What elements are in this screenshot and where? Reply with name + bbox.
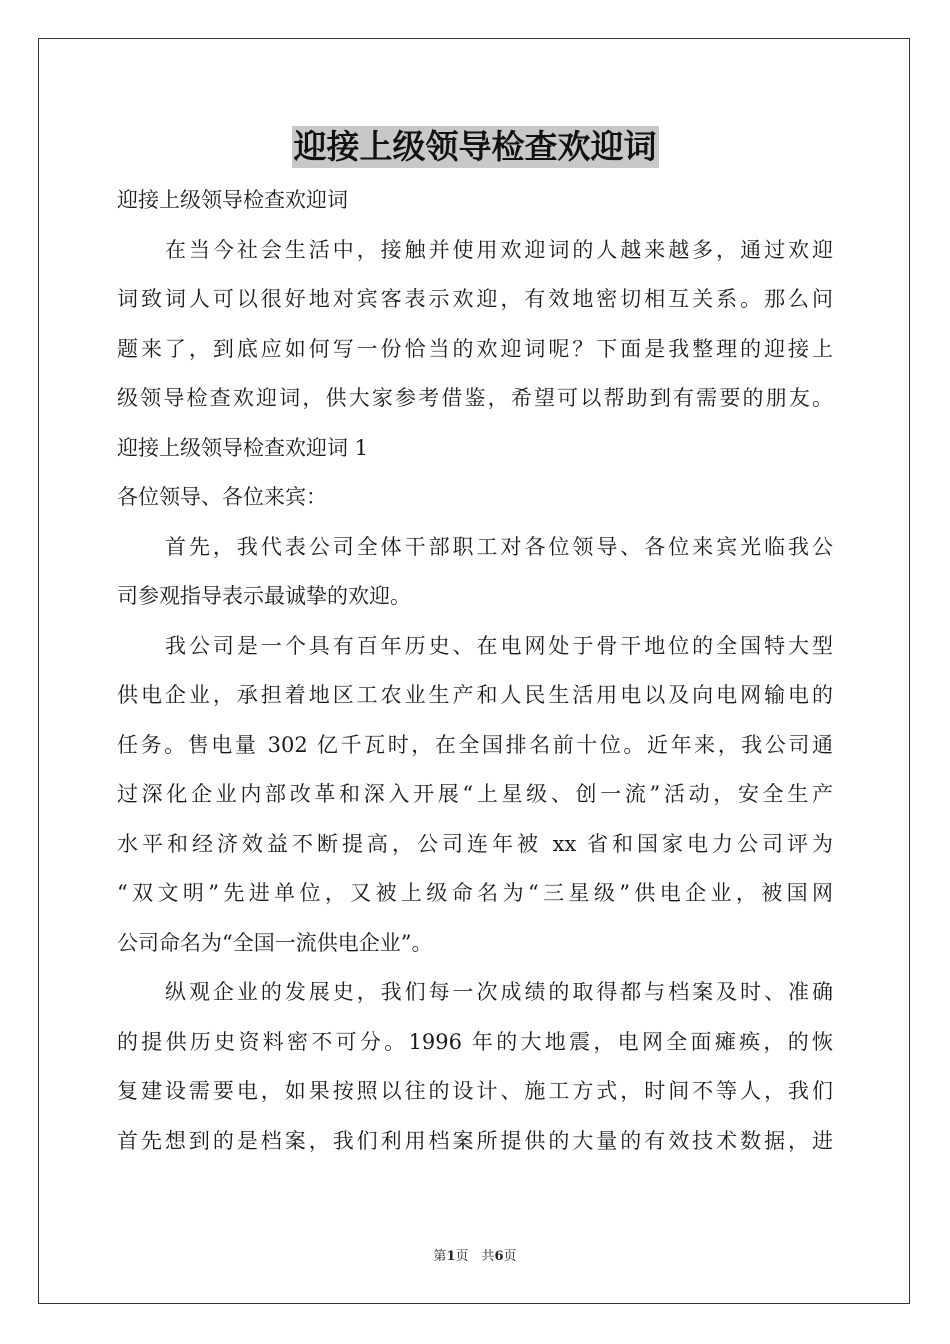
text-line: 级领导检查欢迎词，供大家参考借鉴，希望可以帮助到有需要的朋友。 <box>117 386 833 410</box>
text-line: 纵观企业的发展史，我们每一次成绩的取得都与档案及时、准确 <box>165 980 833 1004</box>
text-line: 复建设需要电，如果按照以往的设计、施工方式，时间不等人，我们 <box>117 1079 833 1103</box>
text-line: 我公司是一个具有百年历史、在电网处于骨干地位的全国特大型 <box>165 633 833 658</box>
text-line: 供电企业，承担着地区工农业生产和人民生活用电以及向电网输电的 <box>117 683 833 707</box>
text-line: 迎接上级领导检查欢迎词 <box>117 188 348 212</box>
text-line: 在当今社会生活中，接触并使用欢迎词的人越来越多，通过欢迎 <box>165 237 833 262</box>
footer-mid: 页 共 <box>455 1249 495 1264</box>
text-line: 首先想到的是档案，我们利用档案所提供的大量的有效技术数据，进 <box>117 1128 833 1153</box>
text-line: 题来了，到底应如何写一份恰当的欢迎词呢？下面是我整理的迎接上 <box>117 336 833 361</box>
text-line: 首先，我代表公司全体干部职工对各位领导、各位来宾光临我公 <box>165 534 833 559</box>
page-title: 迎接上级领导检查欢迎词 <box>293 127 657 166</box>
text-line: “双文明”先进单位，又被上级命名为“三星级”供电企业，被国网 <box>117 881 833 905</box>
footer-total-pages: 6 <box>494 1249 504 1264</box>
text-line: 的提供历史资料密不可分。1996 年的大地震，电网全面瘫痪，的恢 <box>117 1029 833 1054</box>
footer-current-page: 1 <box>446 1249 456 1264</box>
text-line: 公司命名为“全国一流供电企业”。 <box>117 930 433 955</box>
footer-suffix: 页 <box>503 1249 517 1264</box>
document-body <box>117 176 833 1166</box>
footer-prefix: 第 <box>433 1249 447 1264</box>
text-line: 司参观指导表示最诚挚的欢迎。 <box>117 584 411 608</box>
text-line: 各位领导、各位来宾： <box>117 485 327 509</box>
text-line: 任务。售电量 302 亿千瓦时，在全国排名前十位。近年来，我公司通 <box>117 732 833 757</box>
text-line: 词致词人可以很好地对宾客表示欢迎，有效地密切相互关系。那么问 <box>117 287 833 311</box>
text-line: 迎接上级领导检查欢迎词 1 <box>117 435 369 460</box>
text-line: 过深化企业内部改革和深入开展“上星级、创一流”活动，安全生产 <box>117 782 833 806</box>
page-footer <box>0 1245 950 1264</box>
text-line: 水平和经济效益不断提高，公司连年被 xx 省和国家电力公司评为 <box>117 831 833 856</box>
title-container <box>0 126 950 168</box>
